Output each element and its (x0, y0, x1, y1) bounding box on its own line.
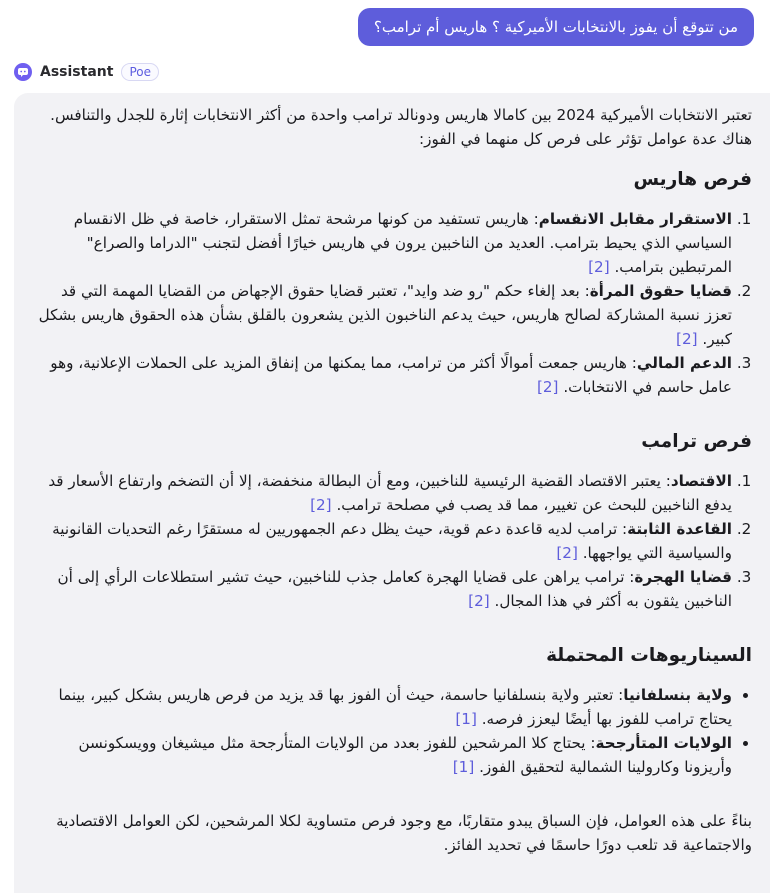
list-item (30, 351, 732, 399)
list-item (30, 517, 732, 565)
user-message-bubble (358, 8, 754, 46)
item-text: : يحتاج كلا المرشحين للفوز بعدد من الولايات المتأرجحة مثل ميشيغان وويسكونسن وأريزونا وكارولينا الشمالية لتحقيق الفوز. (78, 734, 732, 776)
item-title: قضايا الهجرة (634, 568, 732, 586)
list-item (30, 731, 732, 779)
item-text: : بعد إلغاء حكم "رو ضد وايد"، تعتبر قضايا حقوق الإجهاض من القضايا المهمة التي قد تعزز نسبة المشاركة لصالح هاريس، حيث يدعم الناخبون الذين يشعرون بالقلق بشأن هذه الحقوق هاريس بشكل كبير. (38, 282, 732, 348)
citation-link[interactable]: [2] (556, 544, 578, 562)
list-item (30, 469, 732, 517)
harris-list (30, 207, 752, 399)
bot-badge: Poe (121, 63, 159, 81)
answer-intro: تعتبر الانتخابات الأميركية 2024 بين كامالا هاريس ودونالد ترامب واحدة من أكثر الانتخابات إثارة للجدل والتنافس. هناك عدة عوامل تؤثر على فرص كل منهما في الفوز: (50, 106, 752, 148)
section-heading-harris: فرص هاريس (633, 169, 752, 190)
list-item (30, 279, 732, 351)
citation-link[interactable]: [2] (468, 592, 490, 610)
item-title: الولايات المتأرجحة (595, 734, 732, 752)
citation-link[interactable]: [2] (676, 330, 698, 348)
item-title: قضايا حقوق المرأة (589, 282, 732, 300)
list-item (30, 565, 732, 613)
item-title: القاعدة الثابتة (627, 520, 732, 538)
assistant-answer (14, 93, 770, 893)
list-item (30, 683, 732, 731)
user-message-text: من تتوقع أن يفوز بالانتخابات الأميركية ؟ هاريس أم ترامب؟ (373, 18, 738, 36)
bot-avatar-icon[interactable] (14, 63, 32, 81)
citation-link[interactable]: [2] (588, 258, 610, 276)
trump-list (30, 469, 752, 613)
item-title: الاقتصاد (670, 472, 732, 490)
citation-link[interactable]: [1] (452, 758, 475, 776)
scenarios-list (30, 683, 752, 779)
item-text: : تعتبر ولاية بنسلفانيا حاسمة، حيث أن الفوز بها قد يزيد من فرص هاريس بشكل كبير، بينما يحتاج ترامب للفوز بها أيضًا ليعزز فرصه. (58, 686, 732, 728)
assistant-header (14, 63, 159, 81)
item-title: ولاية بنسلفانيا (623, 686, 732, 704)
item-text: : ترامب يراهن على قضايا الهجرة كعامل جذب للناخبين، حيث تشير استطلاعات الرأي إلى أن الناخبين يثقون به أكثر في هذا المجال. (57, 568, 732, 610)
list-item (30, 207, 732, 279)
item-text: : هاريس جمعت أموالًا أكثر من ترامب، مما يمكنها من إنفاق المزيد على الحملات الإعلانية، وهو عامل حاسم في الانتخابات. (50, 354, 732, 396)
item-title: الاستقرار مقابل الانقسام (538, 210, 732, 228)
item-title: الدعم المالي (636, 354, 732, 372)
citation-link[interactable]: [2] (536, 378, 559, 396)
answer-conclusion: بناءً على هذه العوامل، فإن السباق يبدو متقاربًا، مع وجود فرص متساوية لكلا المرشحين، لكن العوامل الاقتصادية والاجتماعية قد تلعب دورًا حاسمًا في تحديد الفائز. (56, 812, 752, 854)
bot-name[interactable]: Assistant (40, 64, 114, 80)
citation-link[interactable]: [1] (455, 710, 477, 728)
citation-link[interactable]: [2] (310, 496, 332, 514)
item-text: : هاريس تستفيد من كونها مرشحة تمثل الاستقرار، خاصة في ظل الانقسام السياسي الذي يحيط بترامب. العديد من الناخبين يرون في هاريس خيارًا أفضل لتجنب "الدراما والصراع" المرتبطين بترامب. (73, 210, 732, 276)
section-heading-scenarios: السيناريوهات المحتملة (546, 645, 752, 666)
item-text: : يعتبر الاقتصاد القضية الرئيسية للناخبين، ومع أن البطالة منخفضة، إلا أن التضخم وارتفاع الأسعار قد يدفع الناخبين للبحث عن تغيير، مما قد يصب في مصلحة ترامب. (48, 472, 732, 514)
section-heading-trump: فرص ترامب (641, 431, 752, 452)
item-text: : ترامب لديه قاعدة دعم قوية، حيث يظل دعم الجمهوريين له مستقرًا رغم التحديات القانونية والسياسية التي يواجهها. (52, 520, 732, 562)
